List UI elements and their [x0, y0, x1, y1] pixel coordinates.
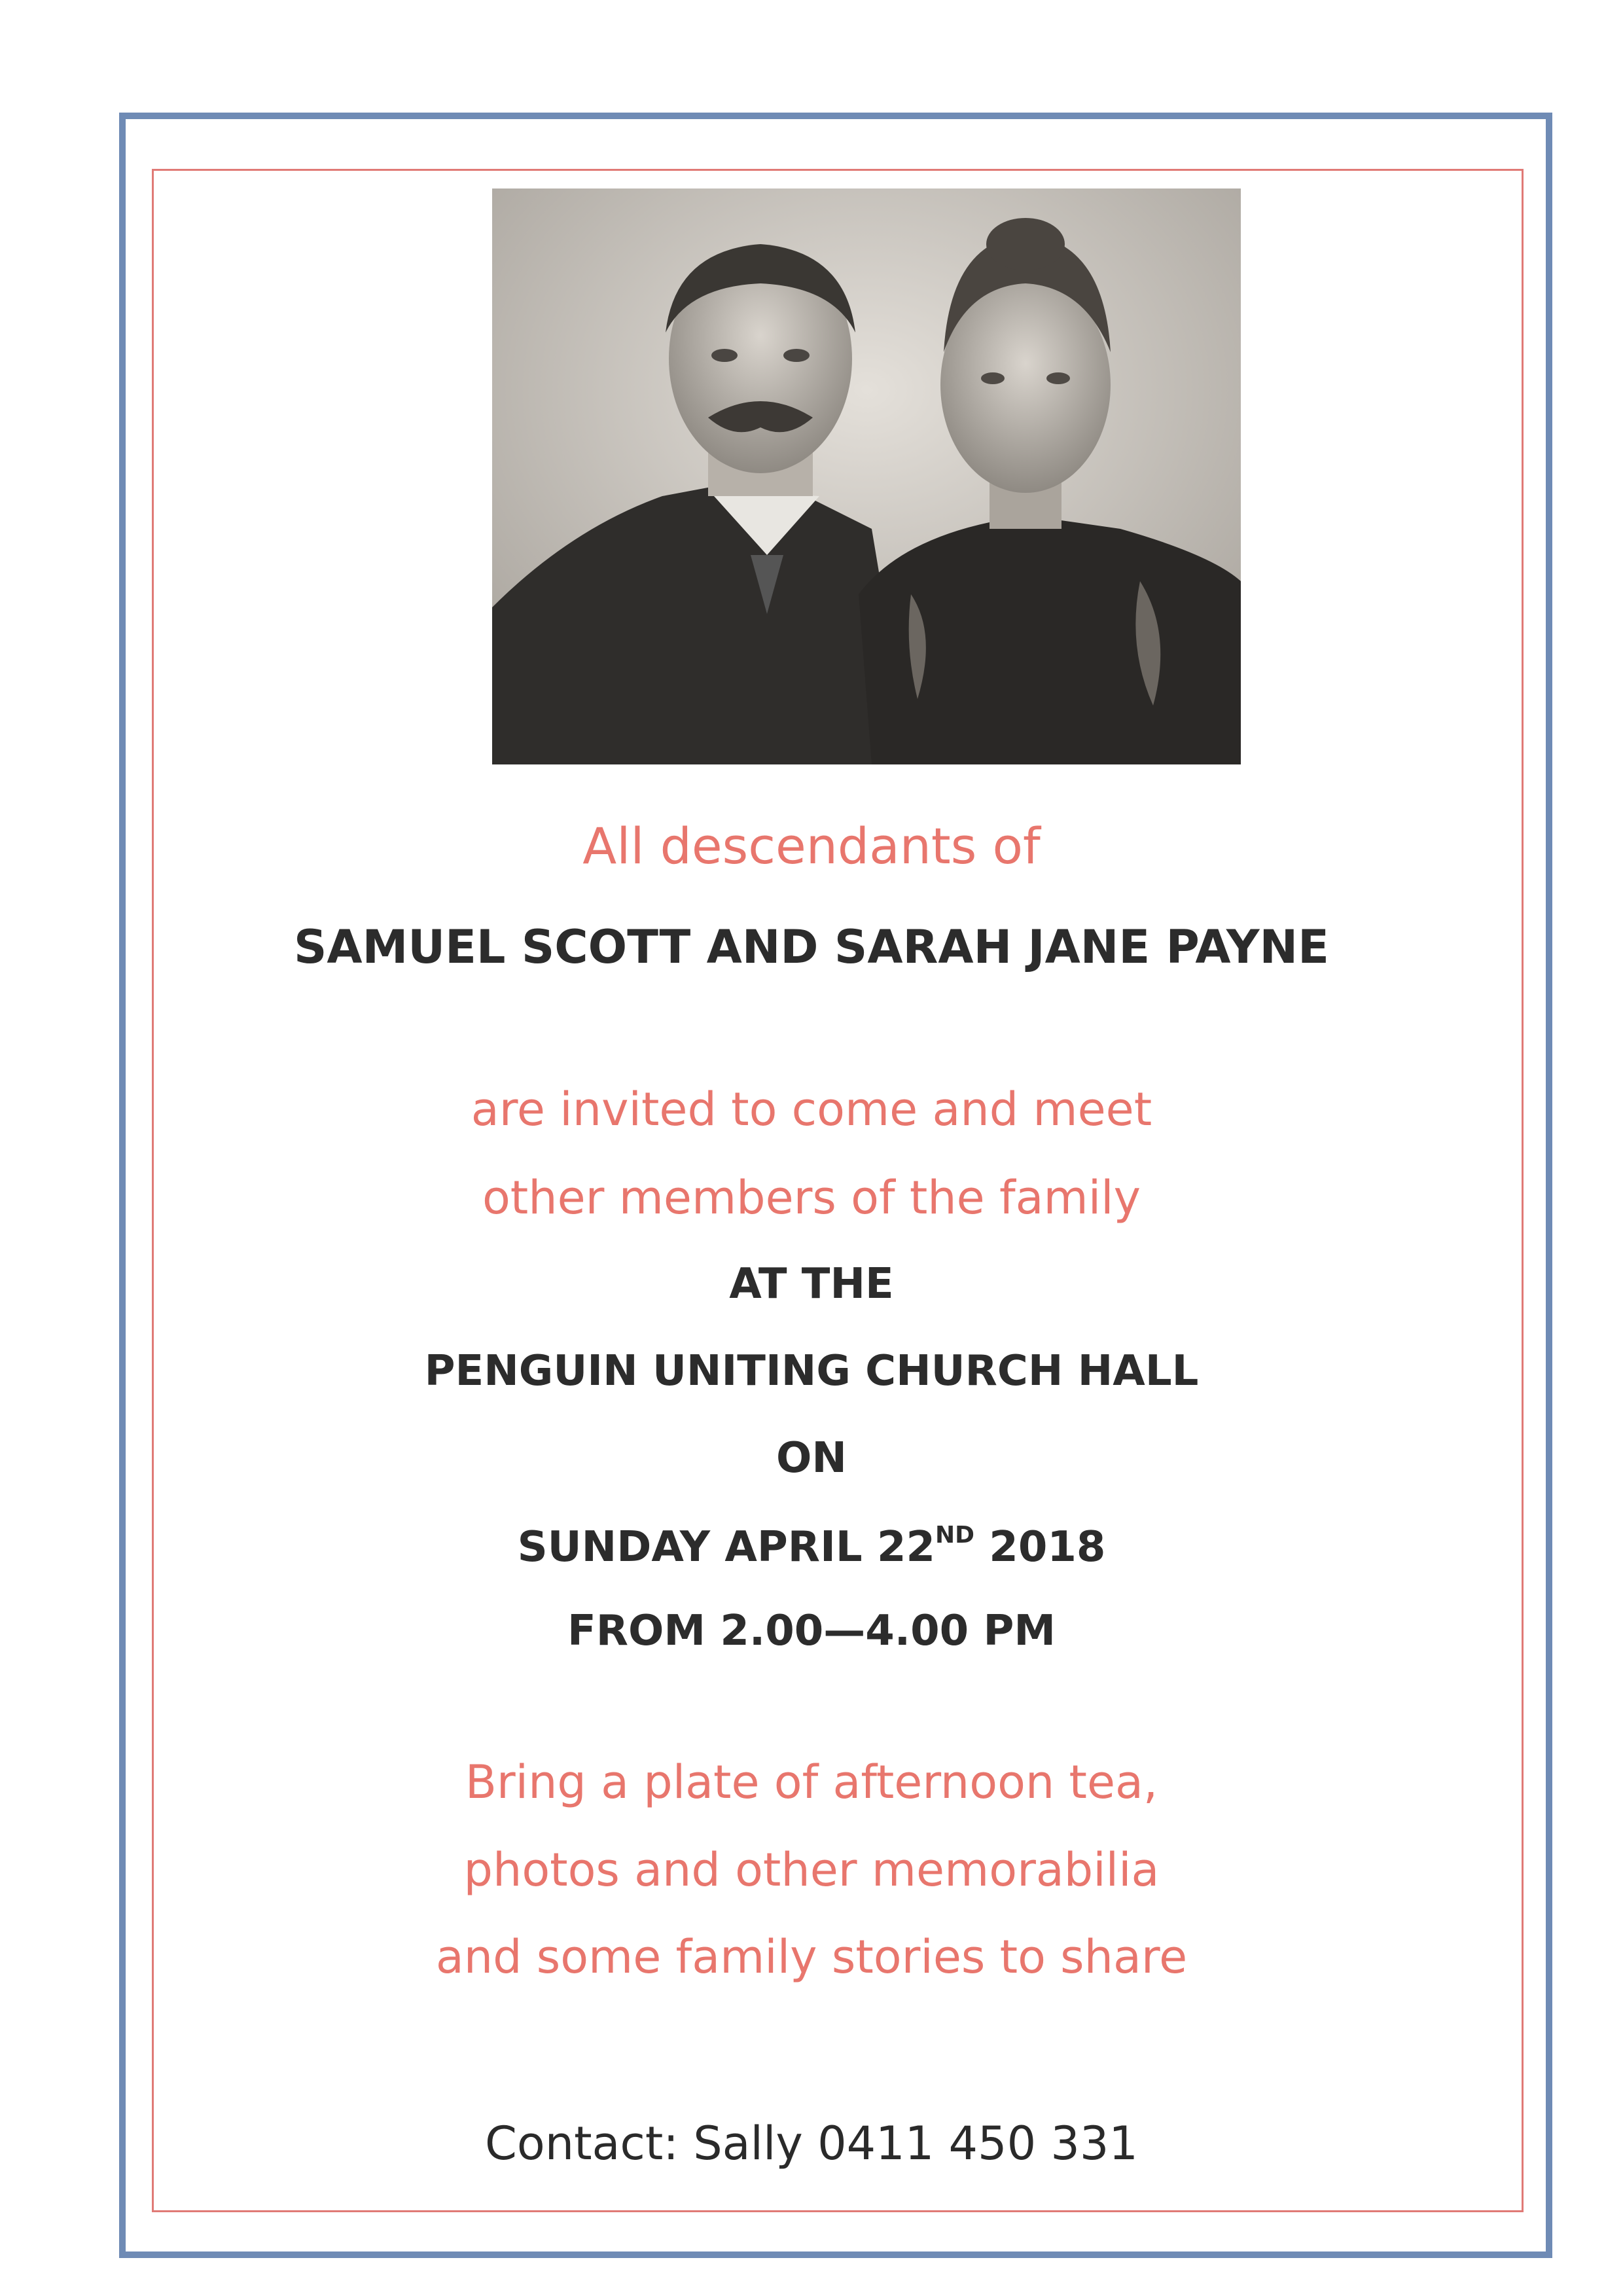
bring-line-2: photos and other memorabilia	[463, 1843, 1160, 1897]
on-text: ON	[776, 1434, 847, 1482]
event-time: FROM 2.00—4.00 PM	[567, 1607, 1056, 1655]
ancestor-names: SAMUEL SCOTT AND SARAH JANE PAYNE	[294, 920, 1329, 974]
bring-line-1: Bring a plate of afternoon tea,	[465, 1755, 1158, 1809]
date-year: 2018	[974, 1523, 1106, 1571]
contact-info: Contact: Sally 0411 450 331	[485, 2117, 1138, 2170]
invite-line-2: other members of the family	[482, 1171, 1141, 1225]
date-prefix: SUNDAY APRIL 22	[517, 1523, 935, 1571]
intro-text: All descendants of	[582, 817, 1041, 875]
event-date	[0, 1522, 1623, 1571]
at-the-text: AT THE	[729, 1260, 894, 1308]
date-ordinal-suffix: ND	[935, 1522, 975, 1549]
portrait-photo	[492, 188, 1241, 764]
invite-line-1: are invited to come and meet	[471, 1083, 1152, 1136]
venue-text: PENGUIN UNITING CHURCH HALL	[424, 1347, 1199, 1395]
bring-line-3: and some family stories to share	[435, 1930, 1188, 1984]
